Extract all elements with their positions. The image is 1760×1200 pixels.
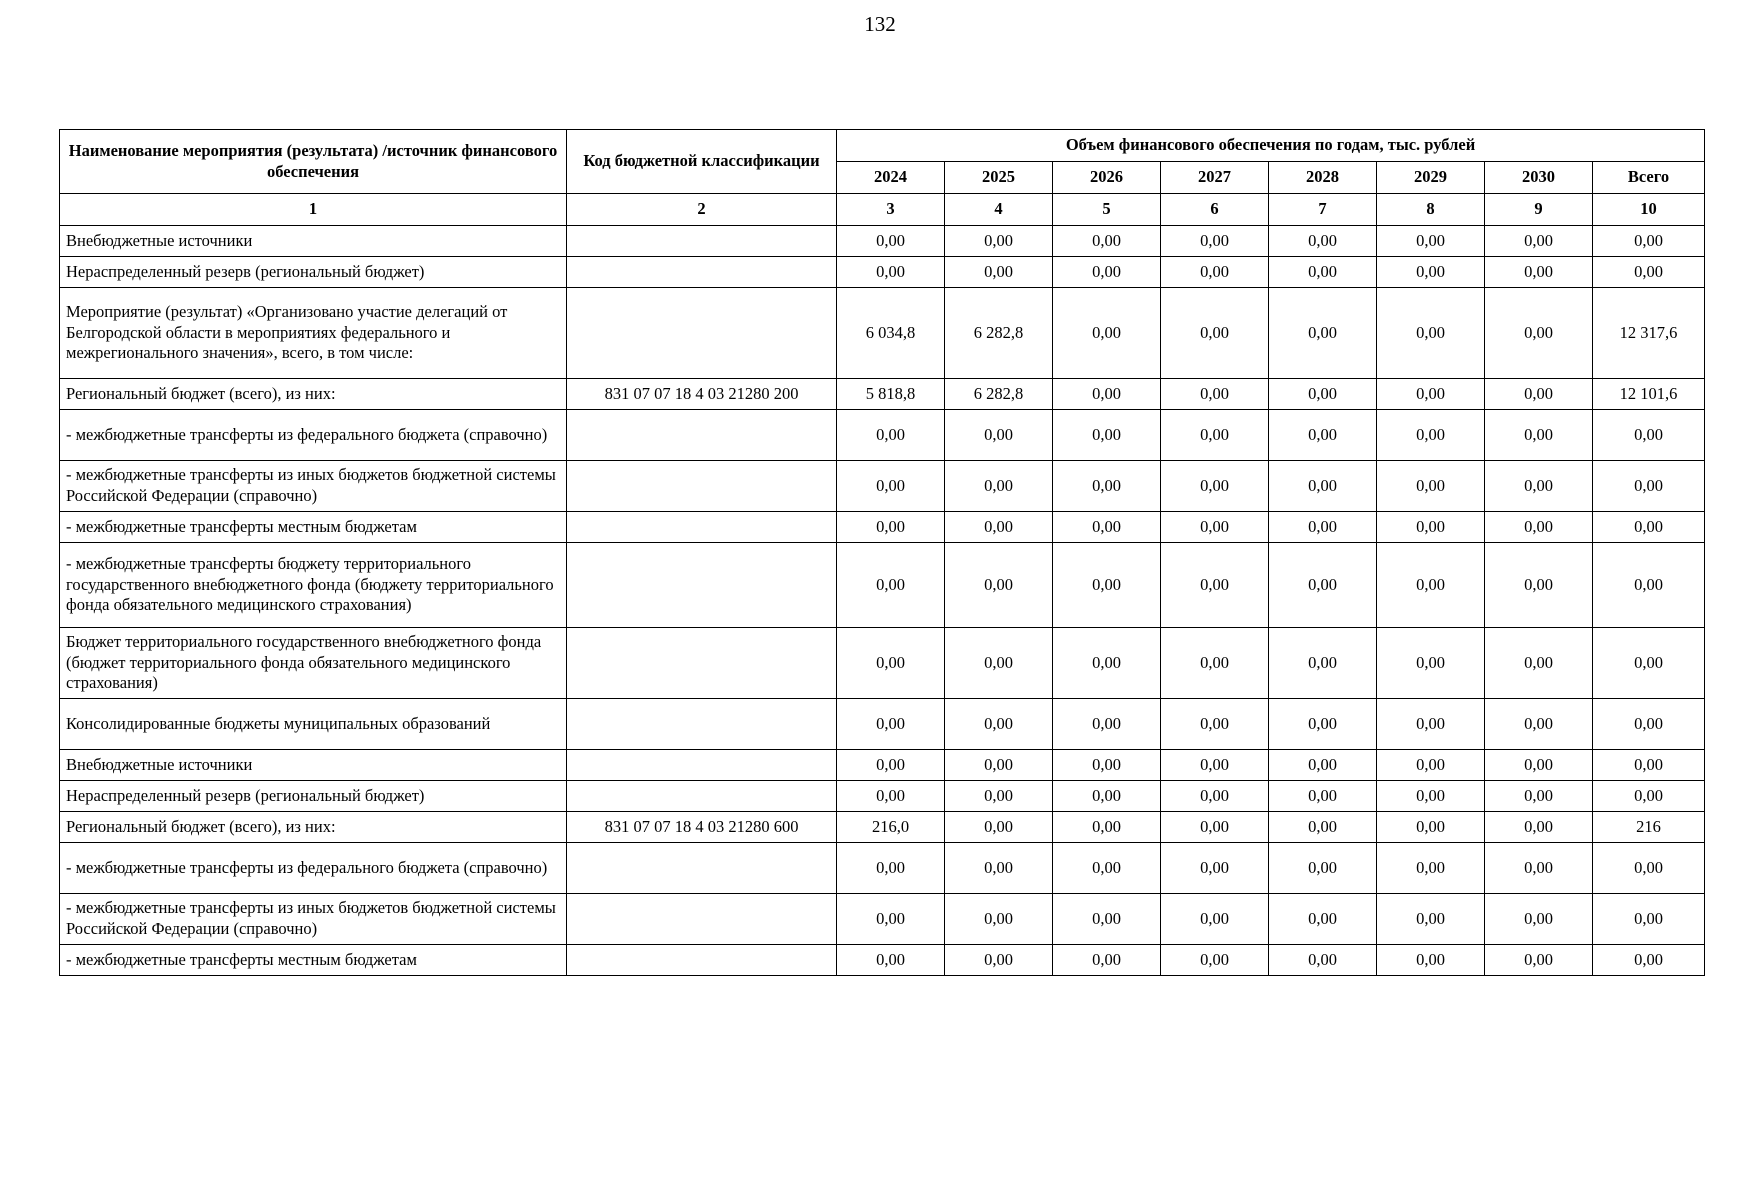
row-total: 0,00 bbox=[1593, 512, 1705, 543]
row-budget-code bbox=[567, 781, 837, 812]
table-row bbox=[60, 781, 1705, 812]
row-total: 0,00 bbox=[1593, 628, 1705, 699]
financing-table bbox=[59, 129, 1705, 976]
row-total: 0,00 bbox=[1593, 894, 1705, 945]
row-name: Нераспределенный резерв (региональный бюджет) bbox=[60, 257, 567, 288]
row-name: Региональный бюджет (всего), из них: bbox=[60, 812, 567, 843]
row-budget-code bbox=[567, 945, 837, 976]
row-value: 0,00 bbox=[837, 699, 945, 750]
row-value: 0,00 bbox=[1053, 781, 1161, 812]
row-value: 0,00 bbox=[1161, 628, 1269, 699]
column-number: 8 bbox=[1377, 194, 1485, 226]
row-value: 0,00 bbox=[945, 226, 1053, 257]
row-name: Консолидированные бюджеты муниципальных образований bbox=[60, 699, 567, 750]
row-budget-code bbox=[567, 750, 837, 781]
row-total: 0,00 bbox=[1593, 461, 1705, 512]
row-value: 0,00 bbox=[1269, 812, 1377, 843]
table-row bbox=[60, 379, 1705, 410]
table-row bbox=[60, 543, 1705, 628]
row-value: 0,00 bbox=[1053, 628, 1161, 699]
row-value: 0,00 bbox=[1377, 288, 1485, 379]
row-budget-code: 831 07 07 18 4 03 21280 600 bbox=[567, 812, 837, 843]
row-value: 0,00 bbox=[1377, 628, 1485, 699]
row-value: 0,00 bbox=[1161, 257, 1269, 288]
row-value: 0,00 bbox=[1485, 257, 1593, 288]
row-total: 0,00 bbox=[1593, 699, 1705, 750]
row-budget-code bbox=[567, 226, 837, 257]
row-value: 0,00 bbox=[945, 812, 1053, 843]
row-name: Нераспределенный резерв (региональный бюджет) bbox=[60, 781, 567, 812]
row-value: 0,00 bbox=[1161, 843, 1269, 894]
row-value: 0,00 bbox=[1269, 843, 1377, 894]
row-value: 0,00 bbox=[945, 461, 1053, 512]
row-value: 0,00 bbox=[945, 781, 1053, 812]
row-name: - межбюджетные трансферты из федерального бюджета (справочно) bbox=[60, 410, 567, 461]
header-year: 2028 bbox=[1269, 162, 1377, 194]
row-value: 0,00 bbox=[1485, 843, 1593, 894]
row-value: 0,00 bbox=[1269, 543, 1377, 628]
row-value: 0,00 bbox=[1485, 894, 1593, 945]
row-value: 0,00 bbox=[1377, 512, 1485, 543]
row-name: Региональный бюджет (всего), из них: bbox=[60, 379, 567, 410]
table-row bbox=[60, 257, 1705, 288]
row-budget-code bbox=[567, 543, 837, 628]
row-total: 0,00 bbox=[1593, 945, 1705, 976]
row-value: 0,00 bbox=[1053, 226, 1161, 257]
row-value: 0,00 bbox=[1053, 812, 1161, 843]
row-value: 0,00 bbox=[945, 843, 1053, 894]
row-value: 0,00 bbox=[1269, 410, 1377, 461]
row-budget-code bbox=[567, 288, 837, 379]
row-value: 0,00 bbox=[1053, 410, 1161, 461]
row-value: 0,00 bbox=[837, 512, 945, 543]
row-value: 0,00 bbox=[1269, 781, 1377, 812]
header-year: 2030 bbox=[1485, 162, 1593, 194]
row-value: 0,00 bbox=[1485, 461, 1593, 512]
row-value: 0,00 bbox=[837, 628, 945, 699]
table-row bbox=[60, 812, 1705, 843]
column-number: 6 bbox=[1161, 194, 1269, 226]
row-value: 0,00 bbox=[1053, 257, 1161, 288]
row-total: 0,00 bbox=[1593, 543, 1705, 628]
row-value: 0,00 bbox=[1485, 288, 1593, 379]
row-total: 0,00 bbox=[1593, 781, 1705, 812]
row-value: 0,00 bbox=[837, 781, 945, 812]
column-number: 5 bbox=[1053, 194, 1161, 226]
row-value: 0,00 bbox=[1161, 894, 1269, 945]
row-value: 0,00 bbox=[1269, 699, 1377, 750]
row-value: 0,00 bbox=[1053, 512, 1161, 543]
row-value: 0,00 bbox=[1377, 461, 1485, 512]
row-value: 0,00 bbox=[1377, 379, 1485, 410]
row-value: 0,00 bbox=[1485, 781, 1593, 812]
header-year: 2026 bbox=[1053, 162, 1161, 194]
row-name: - межбюджетные трансферты из иных бюджетов бюджетной системы Российской Федерации (справочно) bbox=[60, 894, 567, 945]
row-name: - межбюджетные трансферты местным бюджетам bbox=[60, 945, 567, 976]
row-value: 216,0 bbox=[837, 812, 945, 843]
table-row bbox=[60, 288, 1705, 379]
row-value: 0,00 bbox=[1161, 781, 1269, 812]
row-value: 0,00 bbox=[1485, 226, 1593, 257]
row-budget-code bbox=[567, 257, 837, 288]
table-row bbox=[60, 843, 1705, 894]
row-name: Бюджет территориального государственного внебюджетного фонда (бюджет территориального фонда обязательного медицинского страхования) bbox=[60, 628, 567, 699]
row-value: 0,00 bbox=[1485, 379, 1593, 410]
row-value: 0,00 bbox=[1053, 288, 1161, 379]
row-value: 0,00 bbox=[1161, 699, 1269, 750]
row-total: 12 317,6 bbox=[1593, 288, 1705, 379]
header-name: Наименование мероприятия (результата) /источник финансового обеспечения bbox=[60, 130, 567, 194]
row-value: 0,00 bbox=[1269, 945, 1377, 976]
column-number: 9 bbox=[1485, 194, 1593, 226]
row-name: Мероприятие (результат) «Организовано участие делегаций от Белгородской области в мероприятиях федерального и межрегионального значения», всего, в том числе: bbox=[60, 288, 567, 379]
row-value: 0,00 bbox=[1053, 843, 1161, 894]
row-value: 6 282,8 bbox=[945, 379, 1053, 410]
row-name: - межбюджетные трансферты из федерального бюджета (справочно) bbox=[60, 843, 567, 894]
row-value: 0,00 bbox=[945, 410, 1053, 461]
table-row bbox=[60, 750, 1705, 781]
row-value: 0,00 bbox=[1485, 543, 1593, 628]
table-row bbox=[60, 410, 1705, 461]
row-value: 0,00 bbox=[1377, 781, 1485, 812]
column-number: 1 bbox=[60, 194, 567, 226]
row-value: 0,00 bbox=[837, 226, 945, 257]
row-value: 0,00 bbox=[837, 257, 945, 288]
row-value: 0,00 bbox=[945, 699, 1053, 750]
row-name: - межбюджетные трансферты местным бюджетам bbox=[60, 512, 567, 543]
row-value: 0,00 bbox=[1485, 699, 1593, 750]
row-value: 0,00 bbox=[1161, 461, 1269, 512]
row-name: - межбюджетные трансферты из иных бюджетов бюджетной системы Российской Федерации (справочно) bbox=[60, 461, 567, 512]
row-total: 0,00 bbox=[1593, 257, 1705, 288]
row-value: 0,00 bbox=[945, 945, 1053, 976]
row-value: 0,00 bbox=[837, 843, 945, 894]
row-value: 0,00 bbox=[1053, 750, 1161, 781]
row-value: 0,00 bbox=[1269, 288, 1377, 379]
table-row bbox=[60, 226, 1705, 257]
row-budget-code bbox=[567, 843, 837, 894]
row-value: 0,00 bbox=[1269, 628, 1377, 699]
row-value: 0,00 bbox=[1269, 750, 1377, 781]
row-value: 0,00 bbox=[1485, 750, 1593, 781]
row-value: 5 818,8 bbox=[837, 379, 945, 410]
row-value: 0,00 bbox=[1377, 699, 1485, 750]
header-code: Код бюджетной классификации bbox=[567, 130, 837, 194]
row-value: 0,00 bbox=[1377, 226, 1485, 257]
column-number: 7 bbox=[1269, 194, 1377, 226]
row-value: 0,00 bbox=[1053, 699, 1161, 750]
row-value: 0,00 bbox=[837, 461, 945, 512]
row-value: 0,00 bbox=[1269, 379, 1377, 410]
row-value: 0,00 bbox=[1485, 628, 1593, 699]
row-value: 0,00 bbox=[1053, 379, 1161, 410]
row-budget-code bbox=[567, 461, 837, 512]
row-value: 0,00 bbox=[1161, 410, 1269, 461]
row-value: 0,00 bbox=[837, 945, 945, 976]
row-value: 0,00 bbox=[1161, 512, 1269, 543]
row-value: 0,00 bbox=[1377, 257, 1485, 288]
row-value: 0,00 bbox=[945, 628, 1053, 699]
row-value: 0,00 bbox=[1377, 843, 1485, 894]
row-value: 0,00 bbox=[1377, 410, 1485, 461]
row-budget-code bbox=[567, 628, 837, 699]
row-name: Внебюджетные источники bbox=[60, 226, 567, 257]
row-value: 0,00 bbox=[1485, 512, 1593, 543]
row-value: 0,00 bbox=[1269, 226, 1377, 257]
header-year: 2029 bbox=[1377, 162, 1485, 194]
row-value: 0,00 bbox=[837, 750, 945, 781]
table-row bbox=[60, 461, 1705, 512]
column-number: 3 bbox=[837, 194, 945, 226]
row-value: 0,00 bbox=[945, 894, 1053, 945]
row-total: 0,00 bbox=[1593, 410, 1705, 461]
row-value: 0,00 bbox=[1269, 257, 1377, 288]
page-number: 132 bbox=[864, 12, 896, 36]
row-name: Внебюджетные источники bbox=[60, 750, 567, 781]
header-year: 2025 bbox=[945, 162, 1053, 194]
row-value: 0,00 bbox=[1485, 945, 1593, 976]
table-row bbox=[60, 512, 1705, 543]
row-value: 0,00 bbox=[1485, 410, 1593, 461]
row-value: 0,00 bbox=[945, 257, 1053, 288]
row-value: 0,00 bbox=[945, 750, 1053, 781]
row-value: 6 282,8 bbox=[945, 288, 1053, 379]
row-value: 0,00 bbox=[1377, 945, 1485, 976]
row-value: 0,00 bbox=[1053, 461, 1161, 512]
row-budget-code bbox=[567, 512, 837, 543]
row-value: 0,00 bbox=[1485, 812, 1593, 843]
table-row bbox=[60, 699, 1705, 750]
column-number: 4 bbox=[945, 194, 1053, 226]
row-value: 0,00 bbox=[1269, 894, 1377, 945]
row-value: 0,00 bbox=[1053, 543, 1161, 628]
row-total: 0,00 bbox=[1593, 226, 1705, 257]
row-total: 12 101,6 bbox=[1593, 379, 1705, 410]
row-value: 0,00 bbox=[837, 410, 945, 461]
row-value: 0,00 bbox=[1161, 812, 1269, 843]
row-value: 0,00 bbox=[837, 894, 945, 945]
column-number: 10 bbox=[1593, 194, 1705, 226]
row-value: 0,00 bbox=[1053, 945, 1161, 976]
row-value: 0,00 bbox=[1377, 812, 1485, 843]
row-budget-code bbox=[567, 699, 837, 750]
row-budget-code bbox=[567, 410, 837, 461]
row-value: 0,00 bbox=[1377, 894, 1485, 945]
table-body bbox=[60, 226, 1705, 976]
header-year: 2024 bbox=[837, 162, 945, 194]
row-value: 0,00 bbox=[1161, 945, 1269, 976]
row-value: 0,00 bbox=[1269, 512, 1377, 543]
row-value: 0,00 bbox=[1161, 288, 1269, 379]
table-row bbox=[60, 894, 1705, 945]
row-value: 0,00 bbox=[1161, 750, 1269, 781]
row-value: 0,00 bbox=[837, 543, 945, 628]
table-row bbox=[60, 945, 1705, 976]
row-value: 0,00 bbox=[1161, 379, 1269, 410]
row-value: 0,00 bbox=[1377, 543, 1485, 628]
row-value: 6 034,8 bbox=[837, 288, 945, 379]
header-year: 2027 bbox=[1161, 162, 1269, 194]
header-volume: Объем финансового обеспечения по годам, тыс. рублей bbox=[837, 130, 1705, 162]
row-value: 0,00 bbox=[945, 512, 1053, 543]
row-value: 0,00 bbox=[945, 543, 1053, 628]
row-total: 0,00 bbox=[1593, 750, 1705, 781]
row-value: 0,00 bbox=[1161, 543, 1269, 628]
table-row bbox=[60, 628, 1705, 699]
row-value: 0,00 bbox=[1377, 750, 1485, 781]
row-budget-code: 831 07 07 18 4 03 21280 200 bbox=[567, 379, 837, 410]
row-value: 0,00 bbox=[1053, 894, 1161, 945]
column-number: 2 bbox=[567, 194, 837, 226]
row-value: 0,00 bbox=[1161, 226, 1269, 257]
header-total: Всего bbox=[1593, 162, 1705, 194]
row-budget-code bbox=[567, 894, 837, 945]
row-total: 0,00 bbox=[1593, 843, 1705, 894]
row-name: - межбюджетные трансферты бюджету территориального государственного внебюджетного фонда (бюджету территориального фонда обязательного медицинского страхования) bbox=[60, 543, 567, 628]
row-total: 216 bbox=[1593, 812, 1705, 843]
row-value: 0,00 bbox=[1269, 461, 1377, 512]
